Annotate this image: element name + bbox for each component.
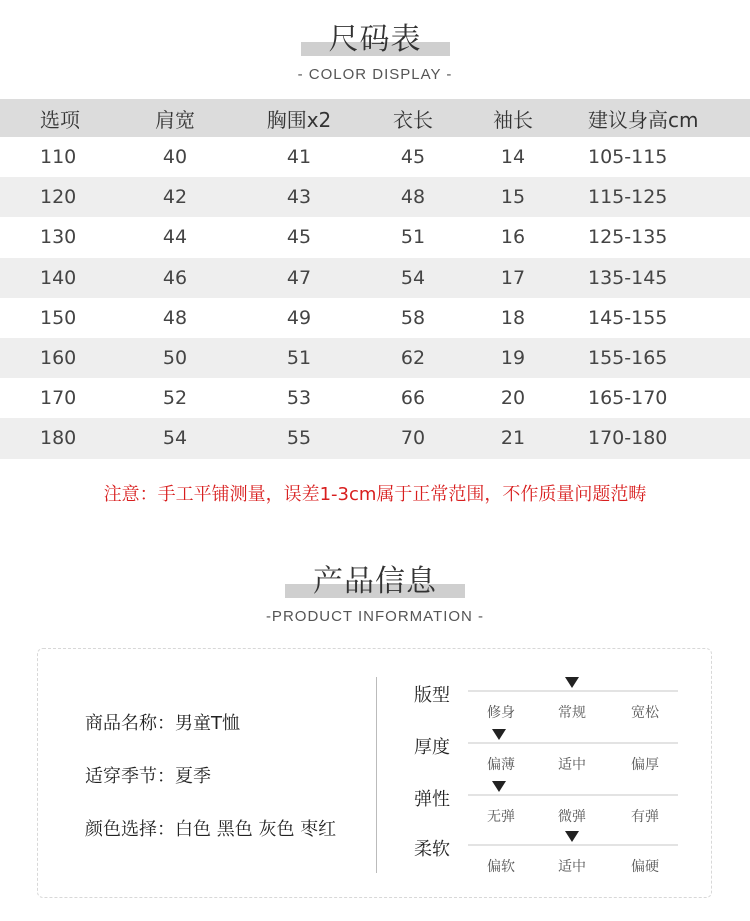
table-cell: 130 <box>40 226 77 249</box>
product-info-title: 产品信息 <box>313 564 437 599</box>
table-cell: 46 <box>162 266 188 289</box>
size-table <box>0 99 750 459</box>
size-chart-title: 尺码表 <box>328 22 422 57</box>
table-cell: 48 <box>400 186 426 209</box>
table-cell: 170-180 <box>588 427 668 450</box>
header-cell: 胸围x2 <box>266 107 332 132</box>
table-cell: 55 <box>286 427 312 450</box>
scale-option: 宽松 <box>631 705 659 721</box>
table-cell: 150 <box>40 306 77 329</box>
scale-option: 常规 <box>558 705 586 721</box>
table-cell: 52 <box>162 387 188 410</box>
table-cell: 20 <box>500 387 526 410</box>
table-row <box>0 258 750 298</box>
table-cell: 40 <box>162 146 188 169</box>
table-cell: 180 <box>40 427 77 450</box>
scale-option: 偏软 <box>487 859 515 875</box>
size-chart-subtitle: - COLOR DISPLAY - <box>297 66 453 83</box>
table-cell: 70 <box>400 427 426 450</box>
table-cell: 54 <box>400 266 426 289</box>
table-cell: 145-155 <box>588 306 668 329</box>
scale-option: 偏硬 <box>631 859 659 875</box>
scale-track <box>468 844 678 846</box>
table-row <box>0 418 750 458</box>
scale-track <box>468 690 678 692</box>
table-cell: 115-125 <box>588 186 668 209</box>
table-cell: 54 <box>162 427 188 450</box>
table-cell: 53 <box>286 387 312 410</box>
table-cell: 43 <box>286 186 312 209</box>
table-cell: 48 <box>162 306 188 329</box>
table-cell: 110 <box>40 146 77 169</box>
table-cell: 44 <box>162 226 188 249</box>
product-name: 商品名称：男童T恤 <box>85 713 240 734</box>
scale-option: 无弹 <box>487 809 515 825</box>
header-cell: 选项 <box>40 107 80 132</box>
table-row <box>0 378 750 418</box>
measurement-notice: 注意：手工平铺测量，误差1-3cm属于正常范围，不作质量问题范畴 <box>103 484 647 505</box>
table-cell: 17 <box>500 266 526 289</box>
scale-track <box>468 742 678 744</box>
table-cell: 51 <box>400 226 426 249</box>
attribute-label: 柔软 <box>414 839 450 860</box>
table-cell: 21 <box>500 427 526 450</box>
table-cell: 58 <box>400 306 426 329</box>
table-cell: 15 <box>500 186 526 209</box>
scale-marker-icon <box>492 781 506 792</box>
scale-track <box>468 794 678 796</box>
table-cell: 135-145 <box>588 266 668 289</box>
vertical-divider <box>376 677 377 873</box>
attribute-label: 版型 <box>414 685 450 706</box>
scale-option: 偏薄 <box>487 757 515 773</box>
table-cell: 50 <box>162 347 188 370</box>
table-row <box>0 338 750 378</box>
product-colors: 颜色选择：白色 黑色 灰色 枣红 <box>85 819 337 840</box>
product-info-box <box>37 648 712 898</box>
table-cell: 66 <box>400 387 426 410</box>
header-cell: 衣长 <box>393 107 433 132</box>
header-cell: 肩宽 <box>155 107 195 132</box>
header-cell: 建议身高cm <box>588 107 699 132</box>
size-chart-header <box>0 14 750 83</box>
table-row <box>0 217 750 257</box>
scale-option: 有弹 <box>631 809 659 825</box>
scale-option: 修身 <box>487 705 515 721</box>
table-header-row <box>0 99 750 137</box>
scale-marker-icon <box>565 831 579 842</box>
table-cell: 45 <box>400 146 426 169</box>
table-cell: 42 <box>162 186 188 209</box>
table-cell: 51 <box>286 347 312 370</box>
scale-option: 偏厚 <box>631 757 659 773</box>
table-body <box>0 137 750 459</box>
size-chart-title-wrap <box>329 14 422 58</box>
scale-option: 适中 <box>558 757 586 773</box>
table-cell: 19 <box>500 347 526 370</box>
table-cell: 41 <box>286 146 312 169</box>
scale-option: 适中 <box>558 859 586 875</box>
table-cell: 62 <box>400 347 426 370</box>
header-cell: 袖长 <box>493 107 533 132</box>
table-cell: 47 <box>286 266 312 289</box>
scale-marker-icon <box>565 677 579 688</box>
table-cell: 155-165 <box>588 347 668 370</box>
product-info-title-wrap <box>313 556 437 600</box>
table-row <box>0 137 750 177</box>
product-info-header <box>0 556 750 625</box>
table-cell: 170 <box>40 387 77 410</box>
attribute-label: 厚度 <box>414 737 450 758</box>
table-row <box>0 177 750 217</box>
table-cell: 140 <box>40 266 77 289</box>
table-cell: 125-135 <box>588 226 668 249</box>
scale-option: 微弹 <box>558 809 586 825</box>
product-info-subtitle: -PRODUCT INFORMATION - <box>265 608 485 625</box>
table-cell: 16 <box>500 226 526 249</box>
scale-marker-icon <box>492 729 506 740</box>
table-cell: 45 <box>286 226 312 249</box>
table-cell: 120 <box>40 186 77 209</box>
table-cell: 165-170 <box>588 387 668 410</box>
table-cell: 105-115 <box>588 146 668 169</box>
table-cell: 49 <box>286 306 312 329</box>
table-cell: 14 <box>500 146 526 169</box>
table-cell: 18 <box>500 306 526 329</box>
attribute-label: 弹性 <box>414 789 450 810</box>
product-season: 适穿季节：夏季 <box>85 766 211 787</box>
table-row <box>0 298 750 338</box>
table-cell: 160 <box>40 347 77 370</box>
